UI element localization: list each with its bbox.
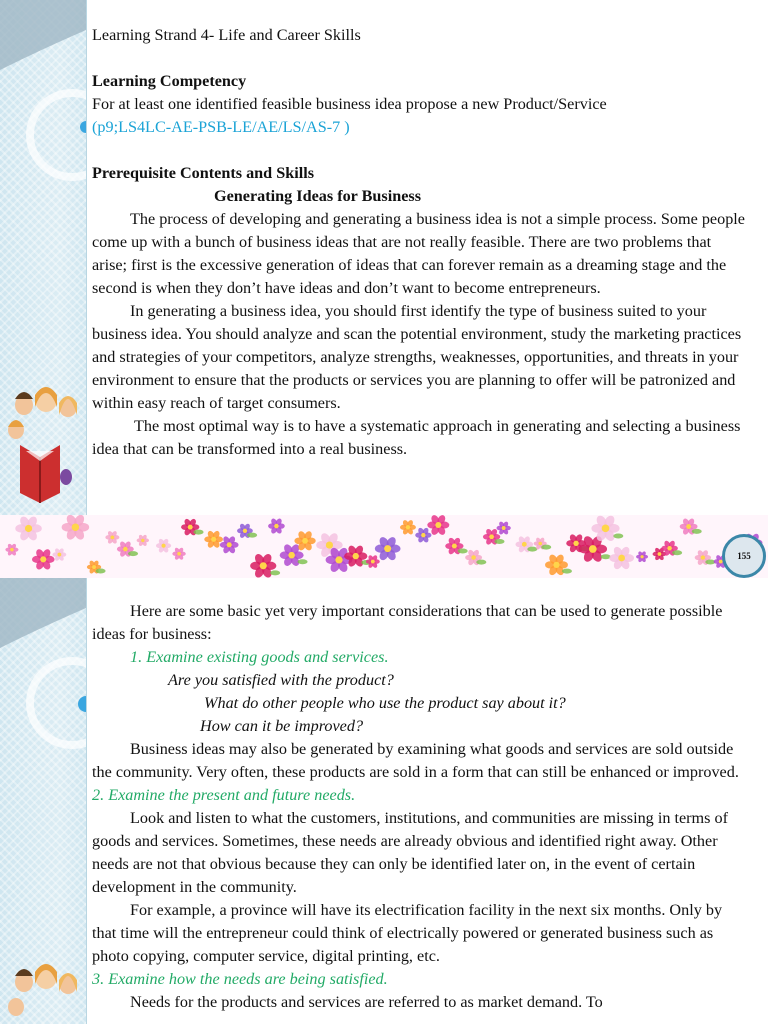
page-155-body [92,24,748,461]
question: How can it be improved? [200,717,364,735]
children-reading-illustration [8,387,77,503]
page-156 [0,578,768,1024]
learning-strand: Learning Strand 4- Life and Career Skills [92,26,361,44]
question: What do other people who use the product say about it? [204,694,566,712]
paragraph: In generating a business idea, you should first identify the type of business suited to your business idea. You should analyze and scan the potential environment, study the marketing practices and strategies of your competitors, analyze strengths, weaknesses, opportunities, and threats in your environment to ensure that the products or services you are planning to offer will be patronized and within easy reach of target consumers. [92,302,742,412]
paragraph: Business ideas may also be generated by examining what goods and services are sold outside the community. Very often, these products are sold in a form that can still be enhanced or improved. [92,740,739,781]
consideration-2: 2. Examine the present and future needs. [92,786,356,804]
decorative-margin [0,0,87,515]
page-number-badge: 155 [722,534,766,578]
page-156-body [92,600,748,1014]
competency-code: (p9;LS4LC-AE-PSB-LE/AE/LS/AS-7 ) [92,118,350,136]
paragraph: Needs for the products and services are referred to as market demand. To [130,993,603,1011]
decorative-margin [0,578,87,1024]
paragraph: The most optimal way is to have a systematic approach in generating and selecting a business idea that can be transformed into a real business. [92,417,741,458]
competency-text: For at least one identified feasible business idea propose a new Product/Service [92,95,607,113]
question: Are you satisfied with the product? [168,671,394,689]
paragraph: Look and listen to what the customers, institutions, and communities are missing in terms of goods and services. Sometimes, these needs are already obvious and identified right away. Other needs are not that obvious because they can only be identified later on, in the event of certain development in the community. [92,809,728,896]
consideration-1: 1. Examine existing goods and services. [130,648,389,666]
paragraph: For example, a province will have its electrification facility in the next six months. Only by that time will the entrepreneur could think of electrically powered or generated business such as photo copying, computer service, digital printing, etc. [92,901,723,965]
paragraph: Here are some basic yet very important considerations that can be used to generate possible ideas for business: [92,602,723,643]
flower-pattern [0,515,768,578]
competency-heading: Learning Competency [92,72,247,90]
prerequisite-heading: Prerequisite Contents and Skills [92,164,315,182]
margin-ornament [0,0,86,515]
flower-border [0,515,768,578]
children-reading-illustration [8,964,77,1016]
consideration-3: 3. Examine how the needs are being satisfied. [92,970,388,988]
paragraph: The process of developing and generating a business idea is not a simple process. Some people come up with a bunch of business ideas that are not really feasible. There are two problems that arise; first is the excessive generation of ideas that can forever remain as a dreaming stage and the second is when they don’t have ideas and don’t want to become entrepreneurs. [92,210,745,297]
section-title: Generating Ideas for Business [214,187,422,205]
margin-ornament [0,578,86,1024]
